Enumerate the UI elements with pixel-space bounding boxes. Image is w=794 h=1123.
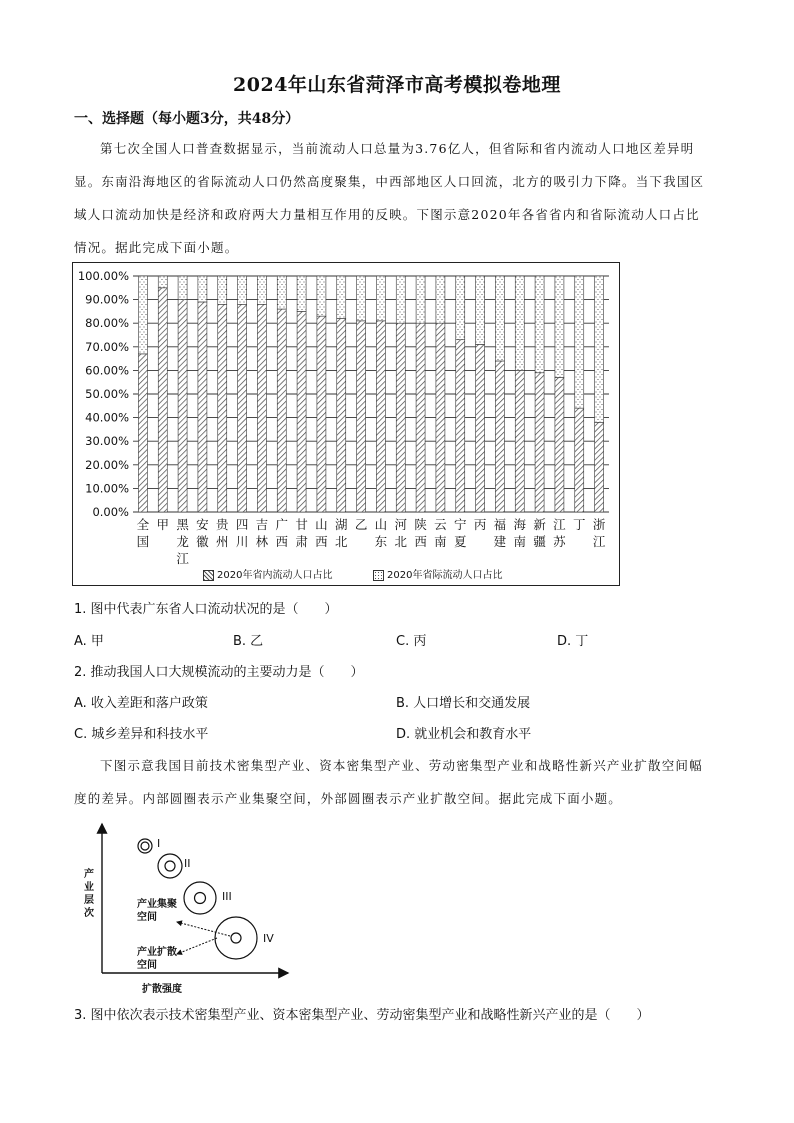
bar-inter-province (555, 276, 564, 377)
bar-intra-province (257, 304, 266, 512)
passage-1-line: 域人口流动加快是经济和政府两大力量相互作用的反映。下图示意2020年各省省内和省际流动人口占比 (74, 207, 700, 222)
x-tick-label: 吉 (255, 517, 269, 532)
bar-intra-province (595, 422, 604, 512)
x-axis-label: 扩散强度 (142, 984, 182, 995)
label-iii: III (222, 890, 232, 903)
bar-inter-province (515, 276, 524, 370)
y-tick-label: 0.00% (92, 505, 129, 519)
bar-intra-province (535, 373, 544, 512)
bar-inter-province (476, 276, 485, 344)
q2-option-d: D. 就业机会和教育水平 (396, 727, 532, 742)
bar-intra-province (198, 302, 207, 512)
label-iv: IV (263, 932, 274, 945)
bar-inter-province (238, 276, 247, 304)
question-1-stem: 1. 图中代表广东省人口流动状况的是（ ） (74, 602, 338, 617)
legend-item-intra: 2020年省内流动人口占比 (203, 566, 332, 581)
x-tick-label: 东 (374, 534, 388, 549)
passage-1 (74, 132, 724, 264)
bar-inter-province (277, 276, 286, 309)
circle-iii (184, 882, 216, 914)
passage-1-line: 情况。据此完成下面小题。 (74, 240, 239, 255)
passage-2-line: 下图示意我国目前技术密集型产业、资本密集型产业、劳动密集型产业和战略性新兴产业扩散空间幅 (100, 758, 703, 773)
bar-intra-province (515, 370, 524, 512)
bar-intra-province (277, 309, 286, 512)
x-tick-label: 海 (513, 517, 527, 532)
passage-2 (74, 749, 724, 815)
x-tick-label: 北 (394, 534, 408, 549)
bar-inter-province (257, 276, 266, 304)
bar-inter-province (198, 276, 207, 302)
bar-inter-province (495, 276, 504, 361)
x-tick-label: 江 (592, 534, 606, 549)
spread-space-label: 产业扩散空间 (137, 947, 177, 971)
x-tick-label: 山 (374, 517, 388, 532)
q1-option-c: C. 丙 (396, 634, 427, 649)
bar-inter-province (456, 276, 465, 340)
bar-inter-province (416, 276, 425, 323)
gather-space-label: 产业集聚空间 (137, 899, 177, 923)
industry-diffusion-diagram (80, 818, 300, 983)
x-tick-label: 苏 (553, 534, 566, 549)
x-tick-label: 徽 (196, 534, 209, 549)
q1-option-a: A. 甲 (74, 634, 104, 649)
section-heading: 一、选择题（每小题3分，共48分） (74, 111, 300, 127)
q2-option-b: B. 人口增长和交通发展 (396, 696, 531, 711)
x-tick-label: 南 (513, 534, 527, 549)
y-tick-label: 30.00% (85, 434, 129, 449)
passage-1-line: 显。东南沿海地区的省际流动人口仍然高度聚集，中西部地区人口回流，北方的吸引力下降。当下我国区 (74, 174, 705, 189)
y-tick-label: 50.00% (85, 387, 129, 401)
bar-inter-province (317, 276, 326, 316)
legend-item-inter: 2020年省际流动人口占比 (373, 566, 502, 581)
dot-swatch-icon (373, 570, 384, 581)
bar-intra-province (555, 377, 564, 512)
population-flow-chart (72, 262, 620, 586)
bar-inter-province (178, 276, 187, 300)
bar-inter-province (396, 276, 405, 323)
bar-intra-province (357, 321, 366, 512)
bar-intra-province (376, 321, 385, 512)
q2-option-c: C. 城乡差异和科技水平 (74, 727, 209, 742)
x-tick-label: 西 (275, 534, 289, 549)
x-tick-label: 黑 (176, 517, 189, 532)
x-tick-label: 福 (493, 517, 507, 532)
x-tick-label: 甲 (156, 517, 170, 532)
bar-inter-province (376, 276, 385, 321)
y-tick-label: 70.00% (85, 339, 129, 354)
x-tick-label: 新 (533, 517, 546, 532)
bar-inter-province (138, 276, 147, 354)
bar-inter-province (337, 276, 346, 318)
bar-inter-province (595, 276, 604, 422)
x-tick-label: 龙 (176, 534, 189, 549)
spread-arrow (177, 938, 217, 954)
y-tick-label: 100.00% (77, 269, 129, 283)
question-3-stem: 3. 图中依次表示技术密集型产业、资本密集型产业、劳动密集型产业和战略性新兴产业的是（ ） (74, 1008, 650, 1023)
page-title: 2024年山东省菏泽市高考模拟卷地理 (233, 74, 561, 96)
bar-intra-province (317, 316, 326, 512)
x-tick-label: 甘 (295, 517, 308, 532)
bar-inter-province (218, 276, 227, 304)
circle-iv (215, 917, 257, 959)
bar-inter-province (535, 276, 544, 373)
bar-intra-province (138, 354, 147, 512)
x-tick-label: 建 (493, 534, 507, 549)
bar-intra-province (436, 323, 445, 512)
x-tick-label: 云 (434, 517, 447, 532)
bar-intra-province (178, 300, 187, 512)
bar-intra-province (297, 311, 306, 512)
x-tick-label: 国 (136, 534, 150, 549)
x-tick-label: 疆 (533, 534, 546, 549)
x-tick-label: 西 (414, 534, 427, 549)
bar-intra-province (476, 344, 485, 512)
x-tick-label: 山 (315, 517, 328, 532)
x-tick-label: 丁 (572, 517, 586, 532)
passage-2-line: 度的差异。内部圆圈表示产业集聚空间，外部圆圈表示产业扩散空间。据此完成下面小题。 (74, 791, 623, 806)
q1-option-b: B. 乙 (233, 634, 264, 649)
bar-inter-province (357, 276, 366, 321)
x-tick-label: 夏 (453, 534, 467, 549)
x-tick-label: 广 (275, 517, 289, 532)
y-tick-label: 60.00% (85, 363, 129, 378)
x-tick-label: 贵 (215, 517, 229, 532)
x-tick-label: 全 (136, 517, 150, 532)
bar-inter-province (297, 276, 306, 311)
x-tick-label: 江 (553, 517, 566, 532)
x-tick-label: 州 (215, 534, 229, 549)
x-tick-label: 湖 (334, 517, 348, 532)
bar-intra-province (158, 288, 167, 512)
x-tick-label: 安 (196, 517, 209, 532)
bar-intra-province (456, 340, 465, 512)
x-tick-label: 西 (315, 534, 328, 549)
x-tick-label: 宁 (453, 517, 467, 532)
y-tick-label: 10.00% (85, 481, 129, 496)
x-tick-label: 丙 (473, 517, 487, 532)
x-tick-label: 南 (434, 534, 447, 549)
bar-intra-province (218, 304, 227, 512)
x-tick-label: 四 (235, 517, 249, 532)
gather-arrow (177, 922, 230, 936)
label-i: I (157, 837, 161, 850)
q2-option-a: A. 收入差距和落户政策 (74, 696, 208, 711)
x-tick-label: 肃 (295, 534, 308, 549)
x-tick-label: 河 (394, 517, 408, 532)
x-tick-label: 陕 (414, 517, 427, 532)
circle-ii (158, 854, 182, 878)
bar-intra-province (495, 361, 504, 512)
hatch-swatch-icon (203, 570, 214, 581)
x-tick-label: 川 (235, 534, 249, 549)
y-tick-label: 90.00% (85, 292, 129, 307)
bar-inter-province (575, 276, 584, 408)
chart-svg (73, 263, 619, 585)
bar-intra-province (396, 323, 405, 512)
bar-intra-province (337, 318, 346, 512)
y-tick-label: 80.00% (85, 316, 129, 331)
passage-1-line: 第七次全国人口普查数据显示，当前流动人口总量为3.76亿人，但省际和省内流动人口地区差异明 (100, 141, 695, 156)
bar-inter-province (158, 276, 167, 288)
question-2-stem: 2. 推动我国人口大规模流动的主要动力是（ ） (74, 665, 364, 680)
bar-inter-province (436, 276, 445, 323)
x-tick-label: 林 (255, 534, 269, 549)
bar-intra-province (238, 304, 247, 512)
bar-intra-province (416, 323, 425, 512)
label-ii: II (184, 857, 191, 870)
y-tick-label: 40.00% (85, 410, 129, 425)
y-axis-label: 产业层次 (84, 869, 94, 919)
x-tick-label: 浙 (592, 517, 606, 532)
x-tick-label: 乙 (354, 517, 368, 532)
x-tick-label: 江 (176, 551, 189, 566)
q1-option-d: D. 丁 (557, 634, 589, 649)
x-tick-label: 北 (334, 534, 348, 549)
y-tick-label: 20.00% (85, 457, 129, 472)
bar-intra-province (575, 408, 584, 512)
circle-i (138, 839, 152, 853)
